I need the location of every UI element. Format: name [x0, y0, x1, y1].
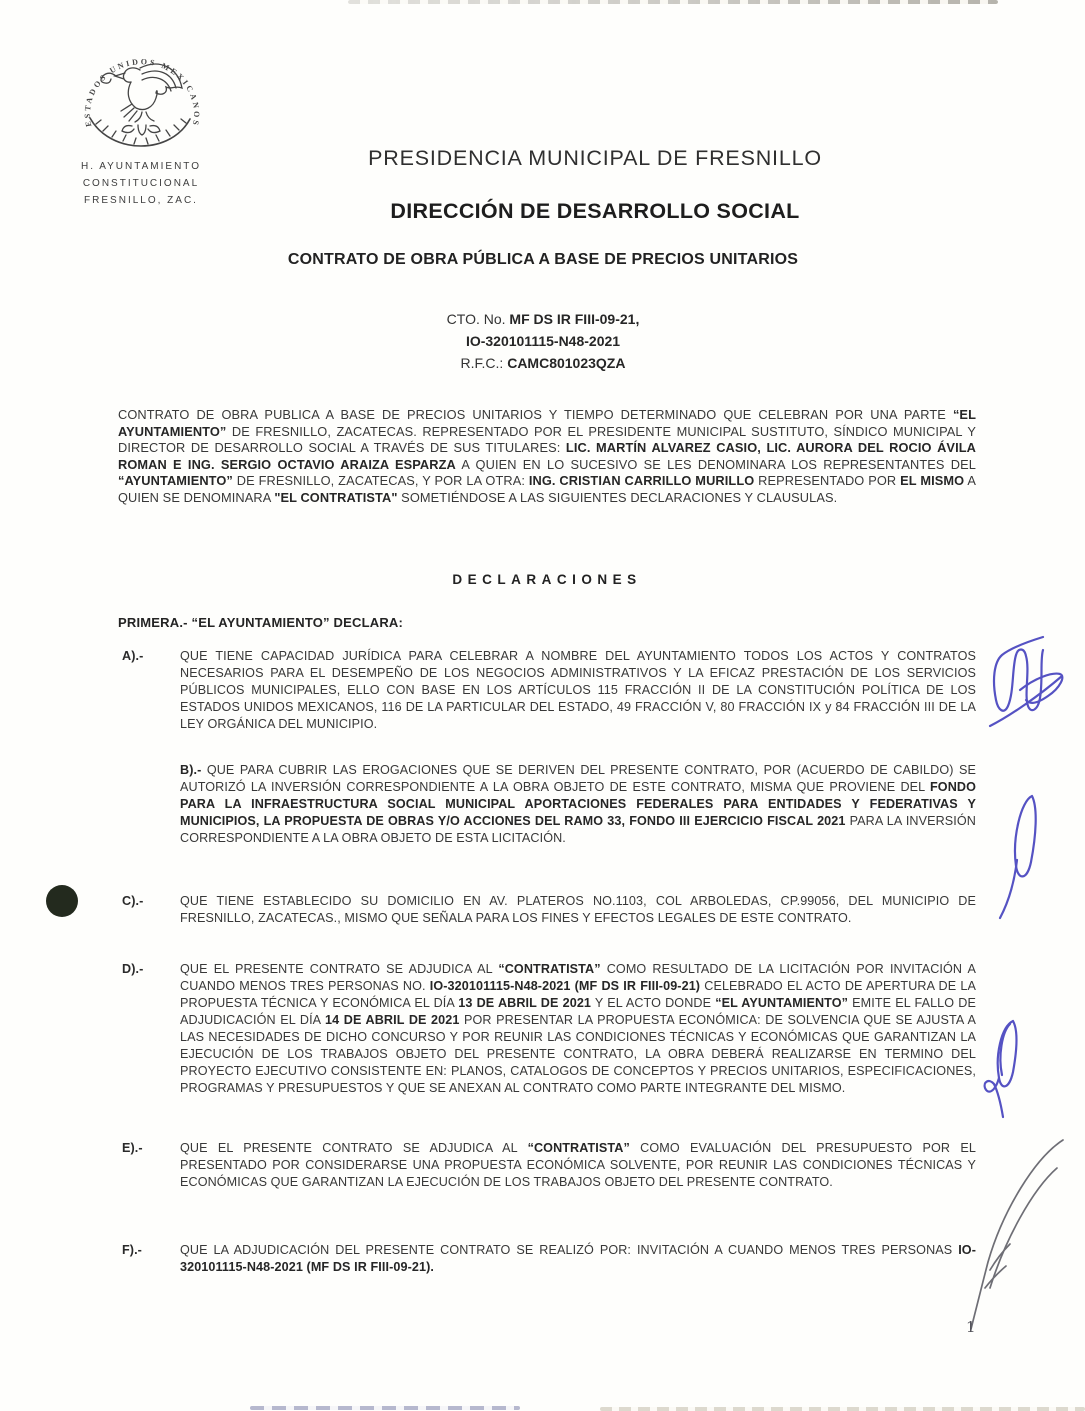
seal-caption-line3: FRESNILLO, ZAC. — [84, 195, 198, 206]
rfc-line: R.F.C.: CAMC801023QZA — [460, 355, 626, 371]
clause-text: QUE EL PRESENTE CONTRATO SE ADJUDICA AL “CONTRATISTA” COMO RESULTADO DE LA LICITACIÓN POR INVITACIÓN A CUANDO MENOS TRES PERSONAS NO. IO-320101115-N48-2021 (MF DS IR FIII-09-21) CELEBRADO EL ACTO DE APERTURA DE LA PROPUESTA TÉCNICA Y ECONÓMICA EL DÍA 13 DE ABRIL DE 2021 Y EL ACTO DONDE “EL AYUNTAMIENTO” EMITE EL FALLO DE ADJUDICACIÓN EL DÍA 14 DE ABRIL DE 2021 POR PRESENTAR LA PROPUESTA ECONÓMICA: DE SOLVENCIA QUE SE AJUSTA A LAS NECESIDADES DE DICHO CONCURSO Y POR REUNIR LAS CONDICIONES TÉCNICAS Y ECONÓMICAS QUE GARANTIZAN LA EJECUCIÓN DE LOS TRABAJOS OBJETO DEL PRESENTE CONTRATO, LA OBRA DEBERÁ REALIZARSE EN TERMINO DEL PROYECTO EJECUTIVO CONSISTENTE EN: PLANOS, CATALOGOS DE CONCEPTOS Y PRECIOS UNITARIOS, ESPECIFICACIONES, PROGRAMAS Y PRESUPUESTOS Y QUE SE ANEXAN AL CONTRATO COMO PARTE INTEGRANTE DEL MISMO. — [180, 962, 976, 1095]
seal-caption-line2: CONSTITUCIONAL — [82, 178, 200, 189]
seal-caption-line1: H. AYUNTAMIENTO — [80, 161, 201, 172]
signature-ink-3 — [985, 1021, 1017, 1117]
signature-pencil-4 — [971, 1140, 1063, 1329]
declaraciones-heading: DECLARACIONES — [452, 572, 642, 587]
clause-label: F).- — [122, 1243, 142, 1257]
clause-label: D).- — [122, 962, 144, 976]
scan-artifact-bottom-beige — [600, 1407, 1085, 1411]
municipal-seal-block — [76, 46, 206, 209]
intro-paragraph: CONTRATO DE OBRA PUBLICA A BASE DE PRECIOS UNITARIOS Y TIEMPO DETERMINADO QUE CELEBRAN POR UNA PARTE “EL AYUNTAMIENTO” DE FRESNILLO, ZACATECAS. REPRESENTADO POR EL PRESIDENTE MUNICIPAL SUSTITUTO, SÍNDICO MUNICIPAL Y DIRECTOR DE DESARROLLO SOCIAL A TRAVÉS DE SUS TITULARES: LIC. MARTÍN ALVAREZ CASIO, LIC. AURORA DEL ROCIO ÁVILA ROMAN E ING. SERGIO OCTAVIO ARAIZA ESPARZA A QUIEN EN LO SUCESIVO SE LES DENOMINARA LOS REPRESENTANTES DEL “AYUNTAMIENTO” DE FRESNILLO, ZACATECAS, Y POR LA OTRA: ING. CRISTIAN CARRILLO MURILLO REPRESENTADO POR EL MISMO A QUIEN SE DENOMINARA "EL CONTRATISTA" SOMETIÉNDOSE A LAS SIGUIENTES DECLARACIONES Y CLAUSULAS. — [118, 407, 976, 505]
clause-item-d — [122, 961, 976, 1097]
clause-text: B).- QUE PARA CUBRIR LAS EROGACIONES QUE SE DERIVEN DEL PRESENTE CONTRATO, POR (ACUERDO DE CABILDO) SE AUTORIZÓ LA INVERSIÓN CORRESPONDIENTE A LA OBRA OBJETO DE ESTE CONTRATO, MISMA QUE PROVIENE DEL FONDO PARA LA INFRAESTRUCTURA SOCIAL MUNICIPAL APORTACIONES FEDERALES PARA ENTIDADES Y FEDERATIVAS Y MUNICIPIOS, LA PROPUESTA DE OBRAS Y/O ACCIONES DEL RAMO 33, FONDO III EJERCICIO FISCAL 2021 PARA LA INVERSIÓN CORRESPONDIENTE A LA OBRA OBJETO DE ESTA LICITACIÓN. — [180, 763, 977, 845]
clause-label: E).- — [122, 1141, 143, 1155]
svg-text:ESTADOS UNIDOS MEXICANOS — [83, 57, 201, 128]
clause-item-f — [122, 1242, 976, 1276]
contract-type-title: CONTRATO DE OBRA PÚBLICA A BASE DE PRECIOS UNITARIOS — [287, 251, 799, 268]
mexico-coat-of-arms-icon — [76, 46, 206, 158]
clause-label: A).- — [122, 649, 144, 663]
scan-artifact-bottom-blue — [250, 1406, 520, 1410]
clause-item-b — [122, 762, 976, 847]
department-title: DIRECCIÓN DE DESARROLLO SOCIAL — [390, 199, 800, 223]
signature-ink-1 — [990, 637, 1062, 726]
clause-label — [122, 762, 180, 847]
signature-ink-2 — [1000, 796, 1036, 918]
seal-arc-text: ESTADOS UNIDOS MEXICANOS — [82, 57, 202, 129]
clause-text: QUE TIENE CAPACIDAD JURÍDICA PARA CELEBRAR A NOMBRE DEL AYUNTAMIENTO TODOS LOS ACTOS Y CONTRATOS NECESARIOS PARA EL DESEMPEÑO DE LOS NEGOCIOS ADMINISTRATIVOS Y LA EFICAZ PRESTACIÓN DE LOS SERVICIOS PÚBLICOS MUNICIPALES, ELLO CON BASE EN LOS ARTÍCULOS 115 FRACCIÓN II DE LA CONSTITUCIÓN POLÍTICA DE LOS ESTADOS UNIDOS MEXICANOS, 116 DE LA PARTICULAR DEL ESTADO, 49 FRACCIÓN V, 80 FRACCIÓN IX y 84 FRACCIÓN III DE LA LEY ORGÁNICA DEL MUNICIPIO. — [180, 649, 976, 731]
contract-number-block — [118, 308, 968, 374]
contract-number-line: CTO. No. MF DS IR FIII-09-21, — [446, 311, 640, 327]
punch-hole-mark — [46, 885, 78, 917]
clause-item-a — [122, 648, 976, 733]
clause-text: QUE TIENE ESTABLECIDO SU DOMICILIO EN AV. PLATEROS NO.1103, COL ARBOLEDAS, CP.99056, DEL MUNICIPIO DE FRESNILLO, ZACATECAS., MISMO QUE SEÑALA PARA LOS FINES Y EFECTOS LEGALES DE ESTE CONTRATO. — [180, 894, 976, 925]
scan-artifact-top-edge — [348, 0, 998, 4]
clause-text: QUE LA ADJUDICACIÓN DEL PRESENTE CONTRATO SE REALIZÓ POR: INVITACIÓN A CUANDO MENOS TRES PERSONAS IO-320101115-N48-2021 (MF DS IR FIII-09-21). — [180, 1243, 976, 1274]
tender-number-line: IO-320101115-N48-2021 — [465, 333, 621, 349]
primera-heading: PRIMERA.- “EL AYUNTAMIENTO” DECLARA: — [118, 615, 404, 630]
clause-item-c — [122, 893, 976, 927]
clause-label: C).- — [122, 894, 144, 908]
page-number: 1 — [966, 1318, 976, 1336]
clause-item-e — [122, 1140, 976, 1191]
page-title: PRESIDENCIA MUNICIPAL DE FRESNILLO — [368, 146, 822, 170]
clause-text: QUE EL PRESENTE CONTRATO SE ADJUDICA AL “CONTRATISTA” COMO EVALUACIÓN DEL PRESUPUESTO POR EL PRESENTADO POR CONSIDERARSE UNA PROPUESTA ECONÓMICA SOLVENTE, POR REUNIR LAS CONDICIONES TÉCNICAS Y ECONÓMICAS QUE GARANTIZAN LA EJECUCIÓN DE LOS TRABAJOS OBJETO DEL PRESENTE CONTRATO. — [180, 1141, 976, 1189]
